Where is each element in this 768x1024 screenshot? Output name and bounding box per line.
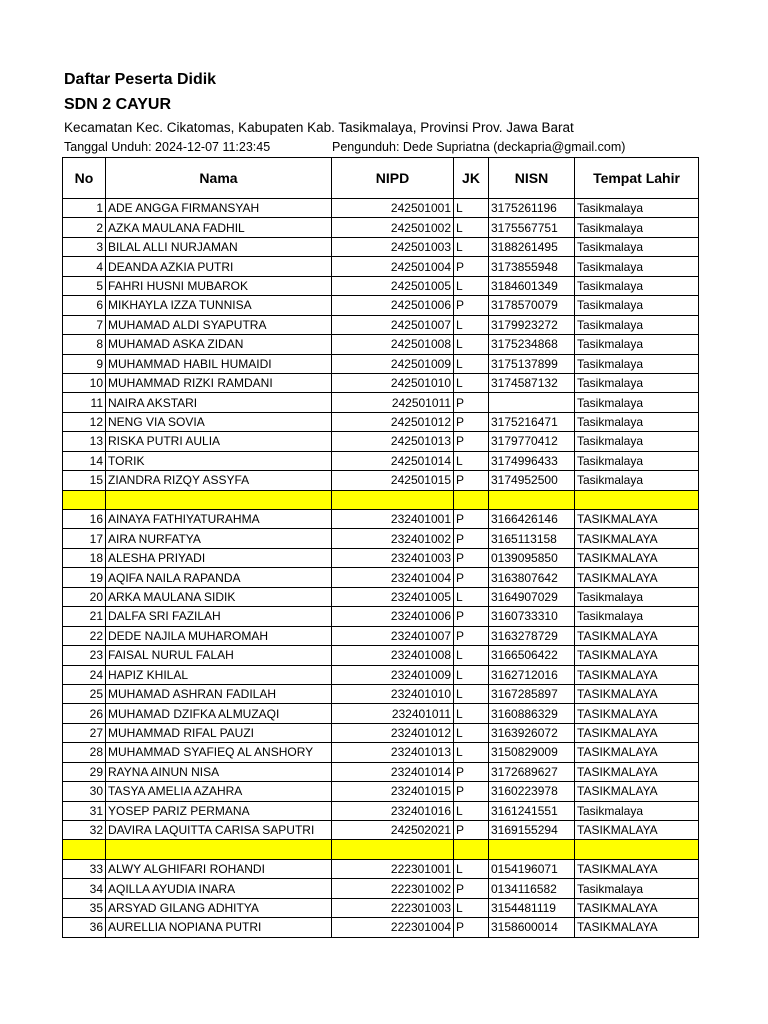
cell-tempat-lahir: Tasikmalaya <box>575 276 699 295</box>
cell-nama: ARKA MAULANA SIDIK <box>106 587 332 606</box>
cell-nisn: 3173855948 <box>489 257 575 276</box>
cell-tempat-lahir: Tasikmalaya <box>575 801 699 820</box>
cell-jk: P <box>454 918 489 937</box>
cell-nipd: 232401014 <box>332 762 454 781</box>
cell-nisn: 3174952500 <box>489 471 575 490</box>
cell-nipd: 242501007 <box>332 315 454 334</box>
cell-nama: AQIFA NAILA RAPANDA <box>106 568 332 587</box>
cell-tempat-lahir: Tasikmalaya <box>575 451 699 470</box>
cell-nipd: 232401008 <box>332 646 454 665</box>
cell-jk: P <box>454 879 489 898</box>
separator-cell <box>63 840 106 859</box>
cell-nipd: 232401003 <box>332 548 454 567</box>
table-row <box>63 315 699 334</box>
cell-no: 4 <box>63 257 106 276</box>
cell-nama: DAVIRA LAQUITTA CARISA SAPUTRI <box>106 821 332 840</box>
region-info: Kecamatan Kec. Cikatomas, Kabupaten Kab. Tasikmalaya, Provinsi Prov. Jawa Barat <box>64 120 574 135</box>
cell-nisn: 3178570079 <box>489 296 575 315</box>
cell-no: 15 <box>63 471 106 490</box>
cell-nipd: 232401015 <box>332 782 454 801</box>
cell-nama: NENG VIA SOVIA <box>106 412 332 431</box>
table-row <box>63 373 699 392</box>
cell-tempat-lahir: Tasikmalaya <box>575 607 699 626</box>
cell-jk: L <box>454 665 489 684</box>
cell-nipd: 232401016 <box>332 801 454 820</box>
cell-tempat-lahir: TASIKMALAYA <box>575 762 699 781</box>
cell-jk: L <box>454 451 489 470</box>
cell-nisn: 3165113158 <box>489 529 575 548</box>
cell-nama: MUHAMMAD RIFAL PAUZI <box>106 723 332 742</box>
cell-no: 14 <box>63 451 106 470</box>
cell-nama: MUHAMAD ASKA ZIDAN <box>106 335 332 354</box>
cell-no: 19 <box>63 568 106 587</box>
column-header-jk: JK <box>454 158 489 199</box>
cell-nama: DEDE NAJILA MUHAROMAH <box>106 626 332 645</box>
table-row <box>63 199 699 218</box>
cell-tempat-lahir: TASIKMALAYA <box>575 704 699 723</box>
table-row <box>63 529 699 548</box>
cell-no: 16 <box>63 510 106 529</box>
cell-jk: L <box>454 646 489 665</box>
page-title: Daftar Peserta Didik <box>64 71 217 88</box>
cell-jk: L <box>454 354 489 373</box>
cell-nama: YOSEP PARIZ PERMANA <box>106 801 332 820</box>
cell-nama: FAHRI HUSNI MUBAROK <box>106 276 332 295</box>
cell-nama: MUHAMMAD RIZKI RAMDANI <box>106 373 332 392</box>
cell-tempat-lahir: Tasikmalaya <box>575 879 699 898</box>
separator-cell <box>106 490 332 509</box>
cell-nisn: 0134116582 <box>489 879 575 898</box>
cell-nisn: 3175137899 <box>489 354 575 373</box>
table-row <box>63 782 699 801</box>
cell-jk: P <box>454 821 489 840</box>
table-row <box>63 723 699 742</box>
cell-jk: L <box>454 199 489 218</box>
cell-jk: L <box>454 237 489 256</box>
table-row <box>63 412 699 431</box>
cell-jk: P <box>454 471 489 490</box>
cell-tempat-lahir: Tasikmalaya <box>575 373 699 392</box>
column-header-nama: Nama <box>106 158 332 199</box>
table-row <box>63 898 699 917</box>
cell-jk: L <box>454 704 489 723</box>
table-row <box>63 276 699 295</box>
cell-no: 6 <box>63 296 106 315</box>
cell-tempat-lahir: Tasikmalaya <box>575 354 699 373</box>
cell-nama: MUHAMAD DZIFKA ALMUZAQI <box>106 704 332 723</box>
cell-jk: P <box>454 626 489 645</box>
table-row <box>63 335 699 354</box>
cell-no: 27 <box>63 723 106 742</box>
cell-nama: TASYA AMELIA AZAHRA <box>106 782 332 801</box>
cell-no: 28 <box>63 743 106 762</box>
table-row <box>63 354 699 373</box>
cell-nama: DALFA SRI FAZILAH <box>106 607 332 626</box>
table-row <box>63 237 699 256</box>
cell-tempat-lahir: Tasikmalaya <box>575 471 699 490</box>
cell-nisn: 3163926072 <box>489 723 575 742</box>
table-row <box>63 432 699 451</box>
cell-no: 1 <box>63 199 106 218</box>
cell-nama: ARSYAD GILANG ADHITYA <box>106 898 332 917</box>
cell-tempat-lahir: TASIKMALAYA <box>575 665 699 684</box>
separator-cell <box>575 490 699 509</box>
cell-tempat-lahir: Tasikmalaya <box>575 315 699 334</box>
table-row <box>63 296 699 315</box>
cell-tempat-lahir: TASIKMALAYA <box>575 743 699 762</box>
table-row <box>63 879 699 898</box>
separator-cell <box>106 840 332 859</box>
table-row <box>63 859 699 878</box>
cell-no: 5 <box>63 276 106 295</box>
table-row <box>63 918 699 937</box>
cell-nipd: 232401011 <box>332 704 454 723</box>
cell-no: 9 <box>63 354 106 373</box>
school-name: SDN 2 CAYUR <box>64 96 171 113</box>
cell-jk: P <box>454 510 489 529</box>
cell-no: 18 <box>63 548 106 567</box>
cell-nipd: 242501005 <box>332 276 454 295</box>
cell-nisn: 3160223978 <box>489 782 575 801</box>
cell-jk: L <box>454 898 489 917</box>
cell-nama: AZKA MAULANA FADHIL <box>106 218 332 237</box>
cell-nipd: 222301004 <box>332 918 454 937</box>
table-row <box>63 665 699 684</box>
cell-nama: AURELLIA NOPIANA PUTRI <box>106 918 332 937</box>
cell-nisn: 0154196071 <box>489 859 575 878</box>
cell-tempat-lahir: Tasikmalaya <box>575 335 699 354</box>
cell-no: 32 <box>63 821 106 840</box>
cell-jk: P <box>454 529 489 548</box>
cell-nipd: 222301001 <box>332 859 454 878</box>
cell-no: 20 <box>63 587 106 606</box>
cell-nipd: 232401005 <box>332 587 454 606</box>
cell-nipd: 242501008 <box>332 335 454 354</box>
cell-nama: MUHAMMAD HABIL HUMAIDI <box>106 354 332 373</box>
cell-jk: P <box>454 607 489 626</box>
table-row <box>63 743 699 762</box>
table-row <box>63 451 699 470</box>
table-row <box>63 801 699 820</box>
table-row <box>63 626 699 645</box>
cell-nipd: 242501013 <box>332 432 454 451</box>
cell-nisn: 3179923272 <box>489 315 575 334</box>
table-header-row <box>63 158 699 199</box>
cell-no: 34 <box>63 879 106 898</box>
cell-jk: L <box>454 276 489 295</box>
table-row <box>63 568 699 587</box>
student-table <box>62 157 699 938</box>
column-header-nisn: NISN <box>489 158 575 199</box>
cell-nipd: 242501003 <box>332 237 454 256</box>
cell-jk: P <box>454 782 489 801</box>
table-row <box>63 821 699 840</box>
cell-nama: ADE ANGGA FIRMANSYAH <box>106 199 332 218</box>
cell-no: 3 <box>63 237 106 256</box>
separator-cell <box>332 490 454 509</box>
cell-nisn: 3163278729 <box>489 626 575 645</box>
cell-nipd: 232401013 <box>332 743 454 762</box>
cell-no: 24 <box>63 665 106 684</box>
cell-nama: RAYNA AINUN NISA <box>106 762 332 781</box>
cell-no: 8 <box>63 335 106 354</box>
cell-nipd: 222301003 <box>332 898 454 917</box>
cell-nisn: 0139095850 <box>489 548 575 567</box>
cell-no: 33 <box>63 859 106 878</box>
cell-nama: ZIANDRA RIZQY ASSYFA <box>106 471 332 490</box>
cell-jk: P <box>454 412 489 431</box>
cell-nipd: 242501009 <box>332 354 454 373</box>
cell-tempat-lahir: Tasikmalaya <box>575 412 699 431</box>
cell-tempat-lahir: TASIKMALAYA <box>575 782 699 801</box>
cell-nisn: 3174996433 <box>489 451 575 470</box>
cell-no: 22 <box>63 626 106 645</box>
cell-jk: P <box>454 568 489 587</box>
cell-nisn: 3150829009 <box>489 743 575 762</box>
table-row <box>63 393 699 412</box>
cell-jk: L <box>454 335 489 354</box>
table-row <box>63 510 699 529</box>
table-row <box>63 257 699 276</box>
table-row <box>63 548 699 567</box>
table-row <box>63 684 699 703</box>
cell-jk: L <box>454 587 489 606</box>
cell-tempat-lahir: TASIKMALAYA <box>575 898 699 917</box>
cell-jk: P <box>454 393 489 412</box>
table-body <box>63 199 699 938</box>
cell-nisn: 3158600014 <box>489 918 575 937</box>
cell-tempat-lahir: TASIKMALAYA <box>575 684 699 703</box>
cell-tempat-lahir: Tasikmalaya <box>575 257 699 276</box>
cell-no: 30 <box>63 782 106 801</box>
cell-jk: P <box>454 432 489 451</box>
cell-nipd: 232401009 <box>332 665 454 684</box>
cell-nama: AQILLA AYUDIA INARA <box>106 879 332 898</box>
cell-tempat-lahir: Tasikmalaya <box>575 296 699 315</box>
separator-cell <box>454 840 489 859</box>
cell-jk: L <box>454 743 489 762</box>
cell-tempat-lahir: TASIKMALAYA <box>575 918 699 937</box>
cell-nisn: 3166426146 <box>489 510 575 529</box>
cell-jk: P <box>454 548 489 567</box>
cell-nama: FAISAL NURUL FALAH <box>106 646 332 665</box>
cell-jk: L <box>454 723 489 742</box>
cell-nisn: 3175216471 <box>489 412 575 431</box>
cell-nipd: 232401007 <box>332 626 454 645</box>
cell-tempat-lahir: TASIKMALAYA <box>575 548 699 567</box>
cell-nipd: 232401001 <box>332 510 454 529</box>
cell-nama: BILAL ALLI NURJAMAN <box>106 237 332 256</box>
group-separator-row <box>63 490 699 509</box>
cell-tempat-lahir: TASIKMALAYA <box>575 510 699 529</box>
cell-nama: ALESHA PRIYADI <box>106 548 332 567</box>
cell-no: 23 <box>63 646 106 665</box>
cell-tempat-lahir: TASIKMALAYA <box>575 723 699 742</box>
cell-no: 10 <box>63 373 106 392</box>
separator-cell <box>454 490 489 509</box>
cell-nisn: 3160886329 <box>489 704 575 723</box>
cell-jk: L <box>454 859 489 878</box>
cell-tempat-lahir: Tasikmalaya <box>575 432 699 451</box>
download-date: Tanggal Unduh: 2024-12-07 11:23:45 <box>64 140 271 154</box>
cell-jk: L <box>454 684 489 703</box>
cell-nisn: 3163807642 <box>489 568 575 587</box>
cell-nisn: 3188261495 <box>489 237 575 256</box>
cell-nama: DEANDA AZKIA PUTRI <box>106 257 332 276</box>
cell-nama: HAPIZ KHILAL <box>106 665 332 684</box>
cell-nama: ALWY ALGHIFARI ROHANDI <box>106 859 332 878</box>
cell-nisn: 3160733310 <box>489 607 575 626</box>
group-separator-row <box>63 840 699 859</box>
cell-nipd: 242501001 <box>332 199 454 218</box>
cell-nisn: 3172689627 <box>489 762 575 781</box>
separator-cell <box>575 840 699 859</box>
cell-nisn: 3169155294 <box>489 821 575 840</box>
cell-nisn: 3175234868 <box>489 335 575 354</box>
cell-nipd: 242502021 <box>332 821 454 840</box>
column-header-tempat-lahir: Tempat Lahir <box>575 158 699 199</box>
cell-nisn: 3174587132 <box>489 373 575 392</box>
table-row <box>63 762 699 781</box>
cell-nipd: 242501010 <box>332 373 454 392</box>
column-header-no: No <box>63 158 106 199</box>
table-row <box>63 646 699 665</box>
cell-nipd: 242501012 <box>332 412 454 431</box>
cell-nipd: 232401002 <box>332 529 454 548</box>
cell-jk: P <box>454 762 489 781</box>
cell-nipd: 242501002 <box>332 218 454 237</box>
cell-nama: TORIK <box>106 451 332 470</box>
downloader-info: Pengunduh: Dede Supriatna (deckapria@gmail.com) <box>332 140 626 154</box>
cell-nama: RISKA PUTRI AULIA <box>106 432 332 451</box>
cell-nama: NAIRA AKSTARI <box>106 393 332 412</box>
table-row <box>63 607 699 626</box>
cell-nipd: 232401010 <box>332 684 454 703</box>
cell-nisn: 3175261196 <box>489 199 575 218</box>
cell-jk: P <box>454 257 489 276</box>
cell-jk: L <box>454 373 489 392</box>
cell-jk: L <box>454 315 489 334</box>
cell-tempat-lahir: TASIKMALAYA <box>575 646 699 665</box>
separator-cell <box>63 490 106 509</box>
cell-nisn: 3162712016 <box>489 665 575 684</box>
cell-tempat-lahir: TASIKMALAYA <box>575 821 699 840</box>
cell-nisn: 3164907029 <box>489 587 575 606</box>
cell-nama: AINAYA FATHIYATURAHMA <box>106 510 332 529</box>
cell-nisn: 3179770412 <box>489 432 575 451</box>
separator-cell <box>332 840 454 859</box>
cell-nisn: 3161241551 <box>489 801 575 820</box>
cell-nisn: 3175567751 <box>489 218 575 237</box>
cell-nisn: 3154481119 <box>489 898 575 917</box>
cell-no: 7 <box>63 315 106 334</box>
cell-jk: L <box>454 801 489 820</box>
cell-tempat-lahir: Tasikmalaya <box>575 587 699 606</box>
cell-nama: MUHAMMAD SYAFIEQ AL ANSHORY <box>106 743 332 762</box>
cell-no: 29 <box>63 762 106 781</box>
cell-no: 21 <box>63 607 106 626</box>
cell-tempat-lahir: TASIKMALAYA <box>575 859 699 878</box>
table-row <box>63 704 699 723</box>
cell-tempat-lahir: TASIKMALAYA <box>575 529 699 548</box>
cell-nipd: 242501011 <box>332 393 454 412</box>
cell-nipd: 232401004 <box>332 568 454 587</box>
cell-tempat-lahir: Tasikmalaya <box>575 393 699 412</box>
cell-tempat-lahir: Tasikmalaya <box>575 237 699 256</box>
cell-nipd: 222301002 <box>332 879 454 898</box>
cell-tempat-lahir: TASIKMALAYA <box>575 568 699 587</box>
cell-no: 35 <box>63 898 106 917</box>
cell-nipd: 242501014 <box>332 451 454 470</box>
table-row <box>63 471 699 490</box>
cell-nipd: 232401006 <box>332 607 454 626</box>
cell-nama: AIRA NURFATYA <box>106 529 332 548</box>
cell-no: 31 <box>63 801 106 820</box>
cell-tempat-lahir: TASIKMALAYA <box>575 626 699 645</box>
cell-no: 36 <box>63 918 106 937</box>
cell-jk: L <box>454 218 489 237</box>
cell-nama: MUHAMAD ASHRAN FADILAH <box>106 684 332 703</box>
cell-tempat-lahir: Tasikmalaya <box>575 218 699 237</box>
cell-tempat-lahir: Tasikmalaya <box>575 199 699 218</box>
table-row <box>63 587 699 606</box>
cell-no: 25 <box>63 684 106 703</box>
separator-cell <box>489 840 575 859</box>
cell-nipd: 242501004 <box>332 257 454 276</box>
table-row <box>63 218 699 237</box>
cell-no: 13 <box>63 432 106 451</box>
cell-nama: MUHAMAD ALDI SYAPUTRA <box>106 315 332 334</box>
cell-nipd: 242501015 <box>332 471 454 490</box>
column-header-nipd: NIPD <box>332 158 454 199</box>
cell-no: 11 <box>63 393 106 412</box>
separator-cell <box>489 490 575 509</box>
cell-no: 12 <box>63 412 106 431</box>
cell-nisn: 3167285897 <box>489 684 575 703</box>
cell-jk: P <box>454 296 489 315</box>
cell-nama: MIKHAYLA IZZA TUNNISA <box>106 296 332 315</box>
cell-nisn: 3166506422 <box>489 646 575 665</box>
cell-no: 17 <box>63 529 106 548</box>
cell-nisn: 3184601349 <box>489 276 575 295</box>
cell-no: 26 <box>63 704 106 723</box>
cell-no: 2 <box>63 218 106 237</box>
cell-nipd: 242501006 <box>332 296 454 315</box>
cell-nisn <box>489 393 575 412</box>
cell-nipd: 232401012 <box>332 723 454 742</box>
